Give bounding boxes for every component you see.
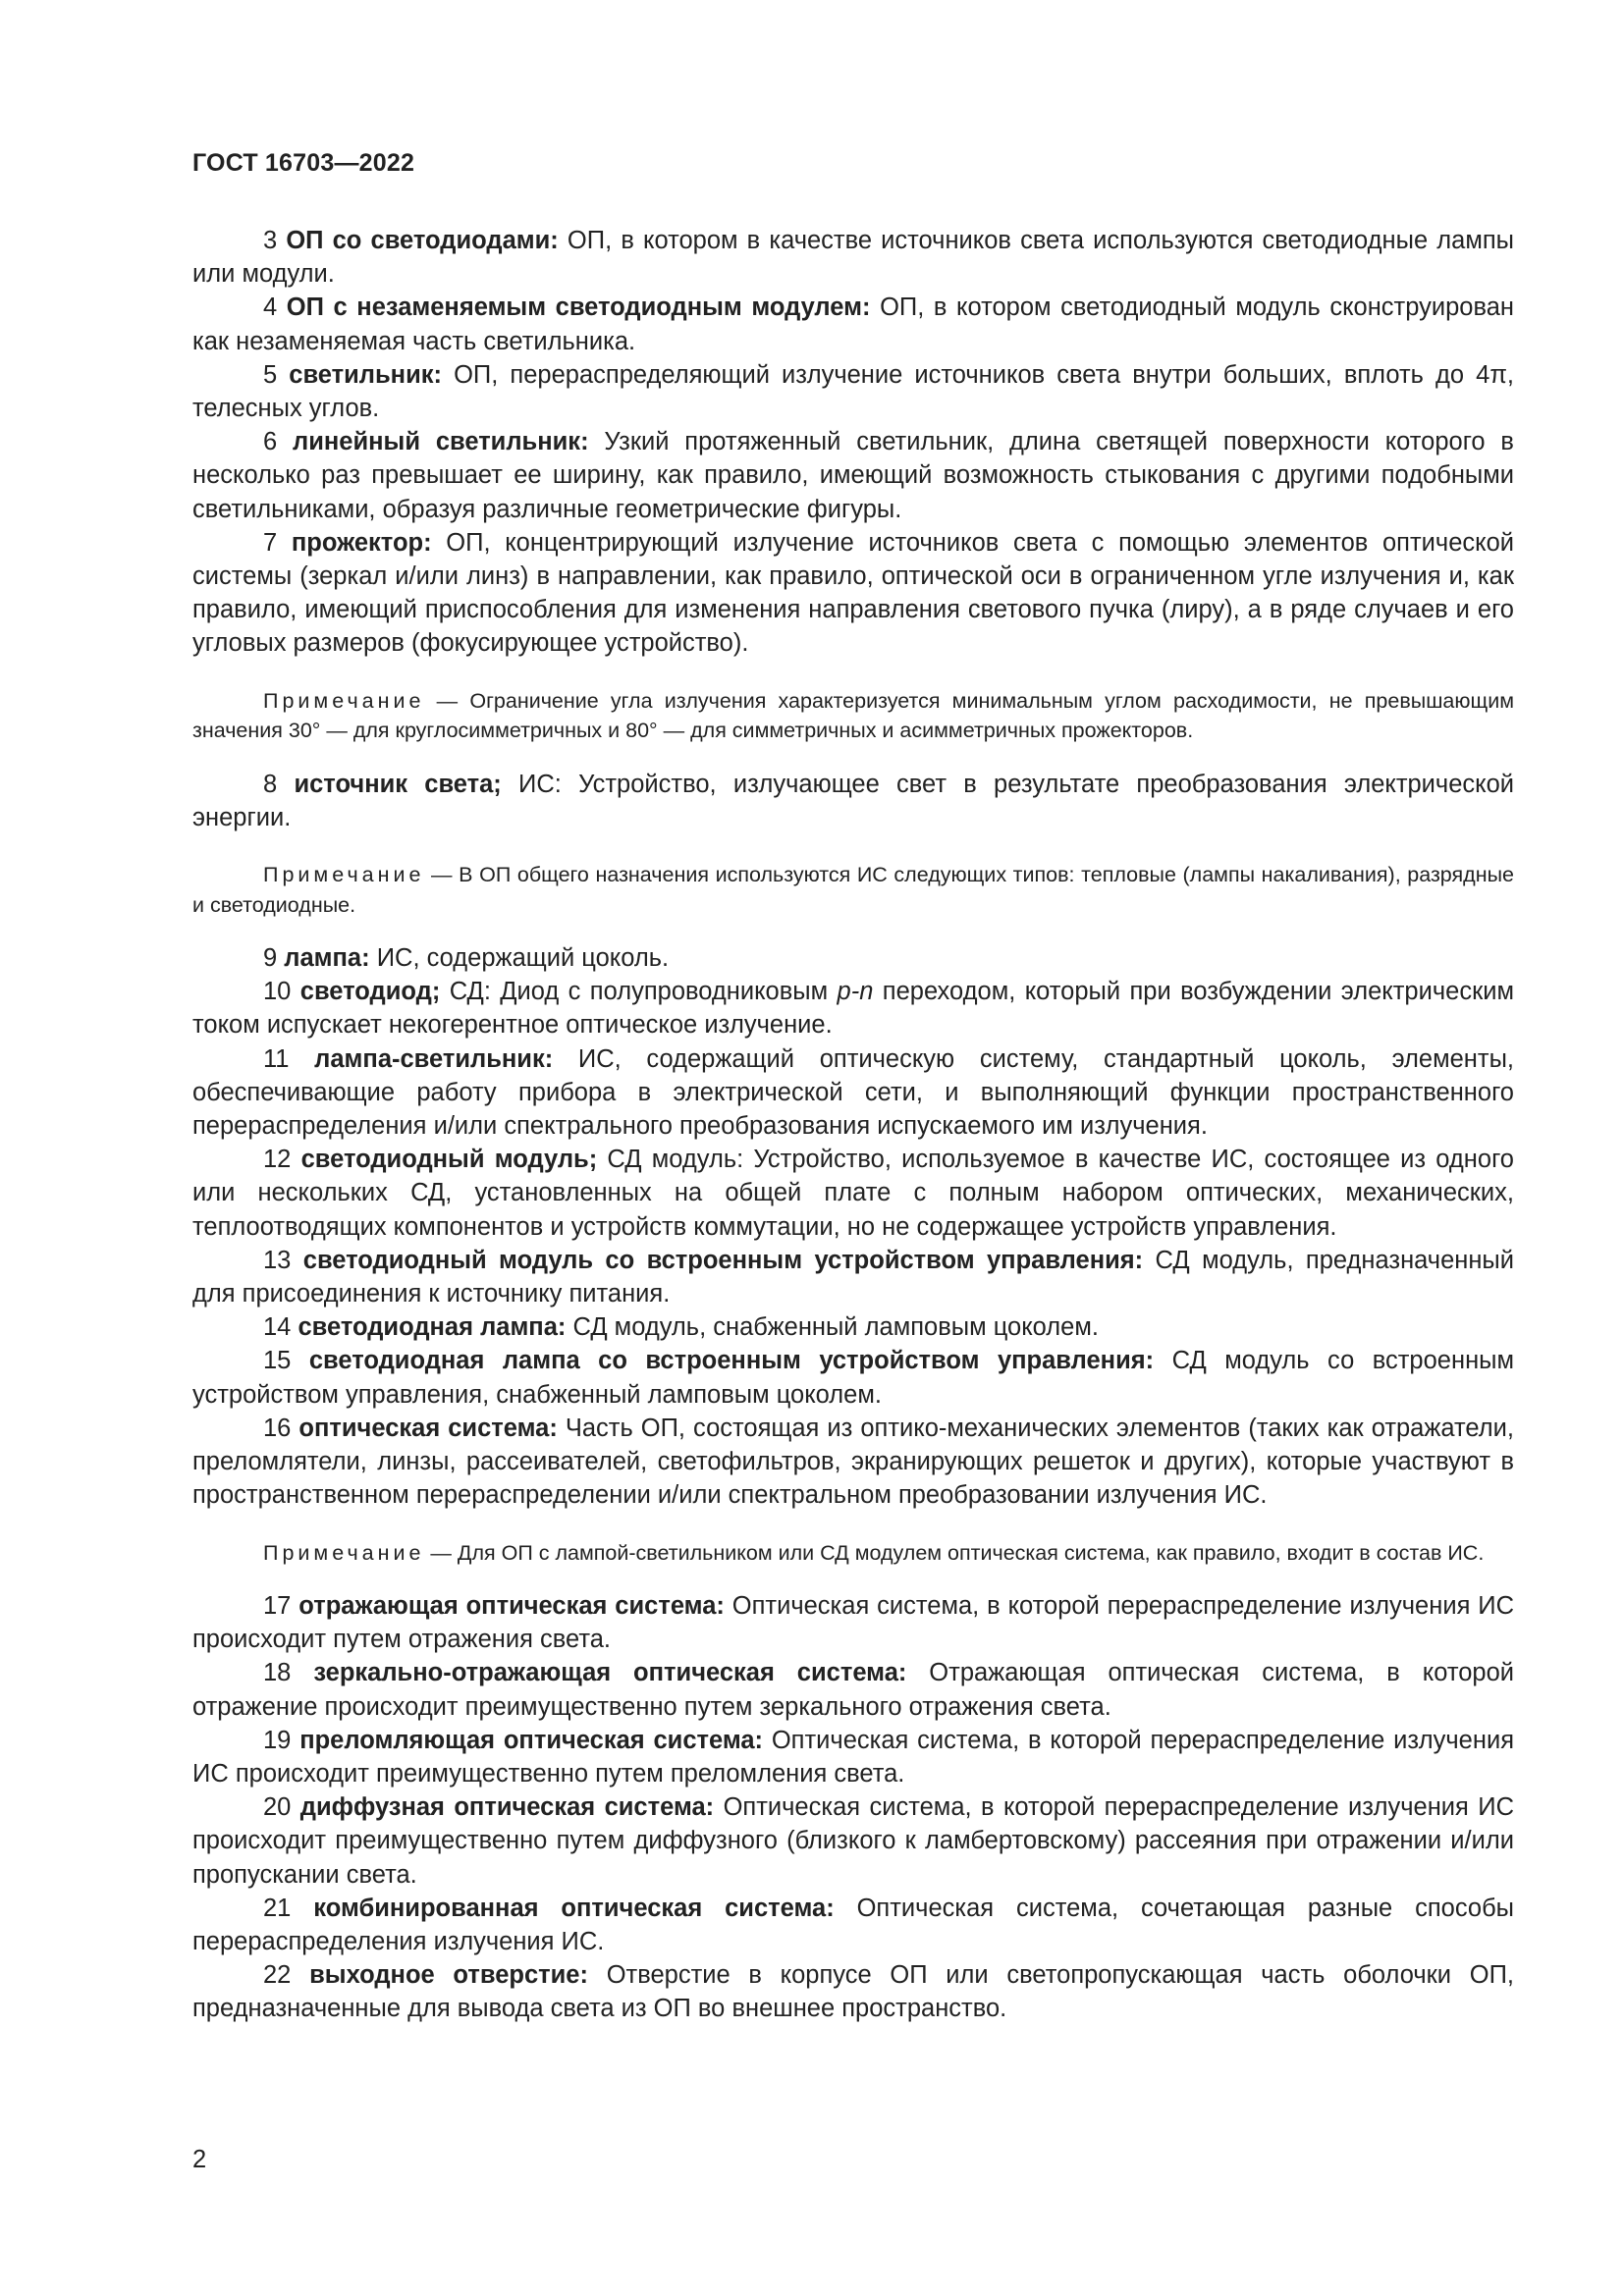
term-number: 15 xyxy=(263,1347,292,1375)
term-entry-18 xyxy=(192,1656,1514,1723)
term-name: светодиодная лампа: xyxy=(298,1313,567,1342)
term-number: 17 xyxy=(263,1592,292,1620)
term-name: диффузная оптическая система: xyxy=(299,1793,715,1822)
term-name: светильник: xyxy=(289,360,443,389)
term-entry-6 xyxy=(192,425,1514,526)
term-entry-15 xyxy=(192,1344,1514,1411)
term-number: 6 xyxy=(263,428,278,456)
term-definition: Узкий протяженный светильник, длина светящей поверхности которого в несколько раз превышает ее ширину, как правило, имеющий возможность стыкования с другими подобными светильниками, образуя различные геометрические фигуры. xyxy=(192,428,1514,523)
term-definition: ОП, в котором светодиодный модуль сконструирован как незаменяемая часть светильника. xyxy=(192,294,1515,355)
term-entry-11 xyxy=(192,1042,1514,1144)
term-name: преломляющая оптическая система: xyxy=(299,1726,764,1754)
term-entry-9 xyxy=(192,941,1514,975)
term-number: 11 xyxy=(263,1044,290,1073)
term-definition: ИС: Устройство, излучающее свет в результате преобразования электрической энергии. xyxy=(192,770,1515,831)
term-name: зеркально-отражающая оптическая система: xyxy=(313,1659,907,1687)
term-definition: ИС, содержащий оптическую систему, стандартный цоколь, элементы, обеспечивающие работу прибора в электрической сети, и выполняющий функции пространственного перераспределения и/или спектрального преобразования испускаемого им излучения. xyxy=(192,1044,1514,1141)
term-definition: ОП, перераспределяющий излучение источников света внутри больших, вплоть до 4π, телесных углов. xyxy=(192,360,1514,423)
term-definition: СД модуль, снабженный ламповым цоколем. xyxy=(566,1313,1099,1342)
term-entry-21 xyxy=(192,1892,1514,1958)
term-number: 14 xyxy=(263,1313,292,1342)
note-text: — В ОП общего назначения используются ИС следующих типов: тепловые (лампы накаливания), разрядные и светодиодные. xyxy=(192,863,1514,917)
term-number: 4 xyxy=(263,294,278,322)
term-name: комбинированная оптическая система: xyxy=(313,1894,835,1922)
term-entry-20 xyxy=(192,1790,1514,1892)
note-text: — Для ОП с лампой-светильником или СД модулем оптическая система, как правило, входит в состав ИС. xyxy=(424,1540,1485,1565)
term-entry-13 xyxy=(192,1244,1514,1310)
note-label: Примечание xyxy=(263,1540,425,1565)
term-name: источник света; xyxy=(294,770,502,798)
term-definition: Оптическая система, в которой перераспределение излучения ИС происходит преимущественно путем преломления света. xyxy=(192,1726,1515,1789)
term-definition-italic: p-n xyxy=(837,978,874,1006)
term-number: 19 xyxy=(263,1726,292,1754)
term-name: лампа-светильник: xyxy=(314,1044,554,1073)
term-name: ОП со светодиодами: xyxy=(286,227,559,254)
note-2 xyxy=(192,860,1514,920)
note-text: — Ограничение угла излучения характеризуется минимальным углом расходимости, не превышающим значения 30° — для круглосимметричных и 80° — для симметричных и асимметричных прожекторов. xyxy=(192,688,1514,743)
term-name: ОП с незаменяемым светодиодным модулем: xyxy=(286,294,871,322)
term-definition: СД модуль: Устройство, используемое в качестве ИС, состоящее из одного или нескольких СД, установленных на общей плате с полным набором оптических, механических, теплоотводящих компонентов и устройств коммутации, но не содержащее устройств управления. xyxy=(192,1146,1514,1241)
document-body xyxy=(192,224,1514,2026)
term-number: 9 xyxy=(263,944,278,973)
term-definition: ИС, содержащий цоколь. xyxy=(369,944,670,973)
term-name: оптическая система: xyxy=(298,1414,558,1442)
term-entry-12 xyxy=(192,1143,1514,1244)
term-definition: Оптическая система, в которой перераспределение излучения ИС происходит преимущественно путем диффузного (близкого к ламбертовскому) рассеяния при отражении и/или пропускании света. xyxy=(192,1793,1514,1889)
term-entry-22 xyxy=(192,1958,1514,2025)
term-name: прожектор: xyxy=(291,528,432,557)
term-entry-8 xyxy=(192,768,1514,834)
term-name: светодиодная лампа со встроенным устройством управления: xyxy=(308,1347,1155,1375)
term-definition: Часть ОП, состоящая из оптико-механических элементов (таких как отражатели, преломлятели, линзы, рассеивателей, светофильтров, экранирующих решеток и других), которые участвуют в пространственном перераспределении и/или спектральном преобразовании излучения ИС. xyxy=(192,1414,1514,1510)
term-number: 13 xyxy=(263,1246,292,1274)
term-name: линейный светильник: xyxy=(293,428,589,456)
term-name: выходное отверстие: xyxy=(309,1961,588,1990)
term-entry-14 xyxy=(192,1310,1514,1344)
term-number: 3 xyxy=(263,227,278,254)
document-header: ГОСТ 16703—2022 xyxy=(192,149,415,177)
term-number: 16 xyxy=(263,1414,292,1442)
term-number: 21 xyxy=(263,1894,292,1922)
term-name: светодиод; xyxy=(299,978,441,1006)
term-name: лампа: xyxy=(284,944,370,973)
term-definition: переходом, который при возбуждении электрическим током испускает некогерентное оптическое излучение. xyxy=(192,978,1515,1040)
term-entry-7 xyxy=(192,526,1514,661)
term-number: 10 xyxy=(263,978,292,1006)
term-number: 5 xyxy=(263,360,278,389)
page-number: 2 xyxy=(192,2146,207,2173)
note-label: Примечание xyxy=(263,863,425,887)
term-entry-10 xyxy=(192,975,1514,1041)
term-definition: СД модуль со встроенным устройством управления, снабженный ламповым цоколем. xyxy=(192,1347,1515,1409)
note-1 xyxy=(192,686,1514,746)
term-definition: Отражающая оптическая система, в которой отражение происходит преимущественно путем зеркального отражения света. xyxy=(192,1659,1514,1721)
term-number: 7 xyxy=(263,528,278,557)
term-name: светодиодный модуль со встроенным устройством управления: xyxy=(302,1246,1144,1274)
term-number: 8 xyxy=(263,770,278,798)
term-name: отражающая оптическая система: xyxy=(298,1592,725,1620)
term-definition: СД модуль, предназначенный для присоединения к источнику питания. xyxy=(192,1246,1514,1308)
term-definition: Отверстие в корпусе ОП или светопропускающая часть оболочки ОП, предназначенные для вывода света из ОП во внешнее пространство. xyxy=(192,1961,1514,2023)
term-entry-19 xyxy=(192,1724,1514,1790)
term-number: 20 xyxy=(263,1793,292,1822)
term-number: 12 xyxy=(263,1146,292,1174)
term-definition: ОП, концентрирующий излучение источников света с помощью элементов оптической системы (зеркал и/или линз) в направлении, как правило, оптической оси в ограниченном угле излучения и, как правило, имеющий приспособления для изменения направления светового пучка (лиру), а в ряде случаев и его угловых размеров (фокусирующее устройство). xyxy=(192,528,1514,658)
term-definition: Оптическая система, в которой перераспределение излучения ИС происходит путем отражения света. xyxy=(192,1592,1515,1654)
note-label: Примечание xyxy=(263,688,425,713)
term-definition: СД: Диод с полупроводниковым xyxy=(440,978,838,1006)
term-entry-5 xyxy=(192,358,1514,425)
term-entry-4 xyxy=(192,291,1514,357)
note-3 xyxy=(192,1538,1514,1569)
term-definition: Оптическая система, сочетающая разные способы перераспределения излучения ИС. xyxy=(192,1894,1514,1956)
term-name: светодиодный модуль; xyxy=(300,1146,598,1174)
term-number: 18 xyxy=(263,1659,292,1687)
term-entry-16 xyxy=(192,1412,1514,1513)
term-number: 22 xyxy=(263,1961,292,1990)
term-definition: ОП, в котором в качестве источников света используются светодиодные лампы или модули. xyxy=(192,227,1514,289)
term-entry-3 xyxy=(192,224,1514,291)
term-entry-17 xyxy=(192,1589,1514,1656)
